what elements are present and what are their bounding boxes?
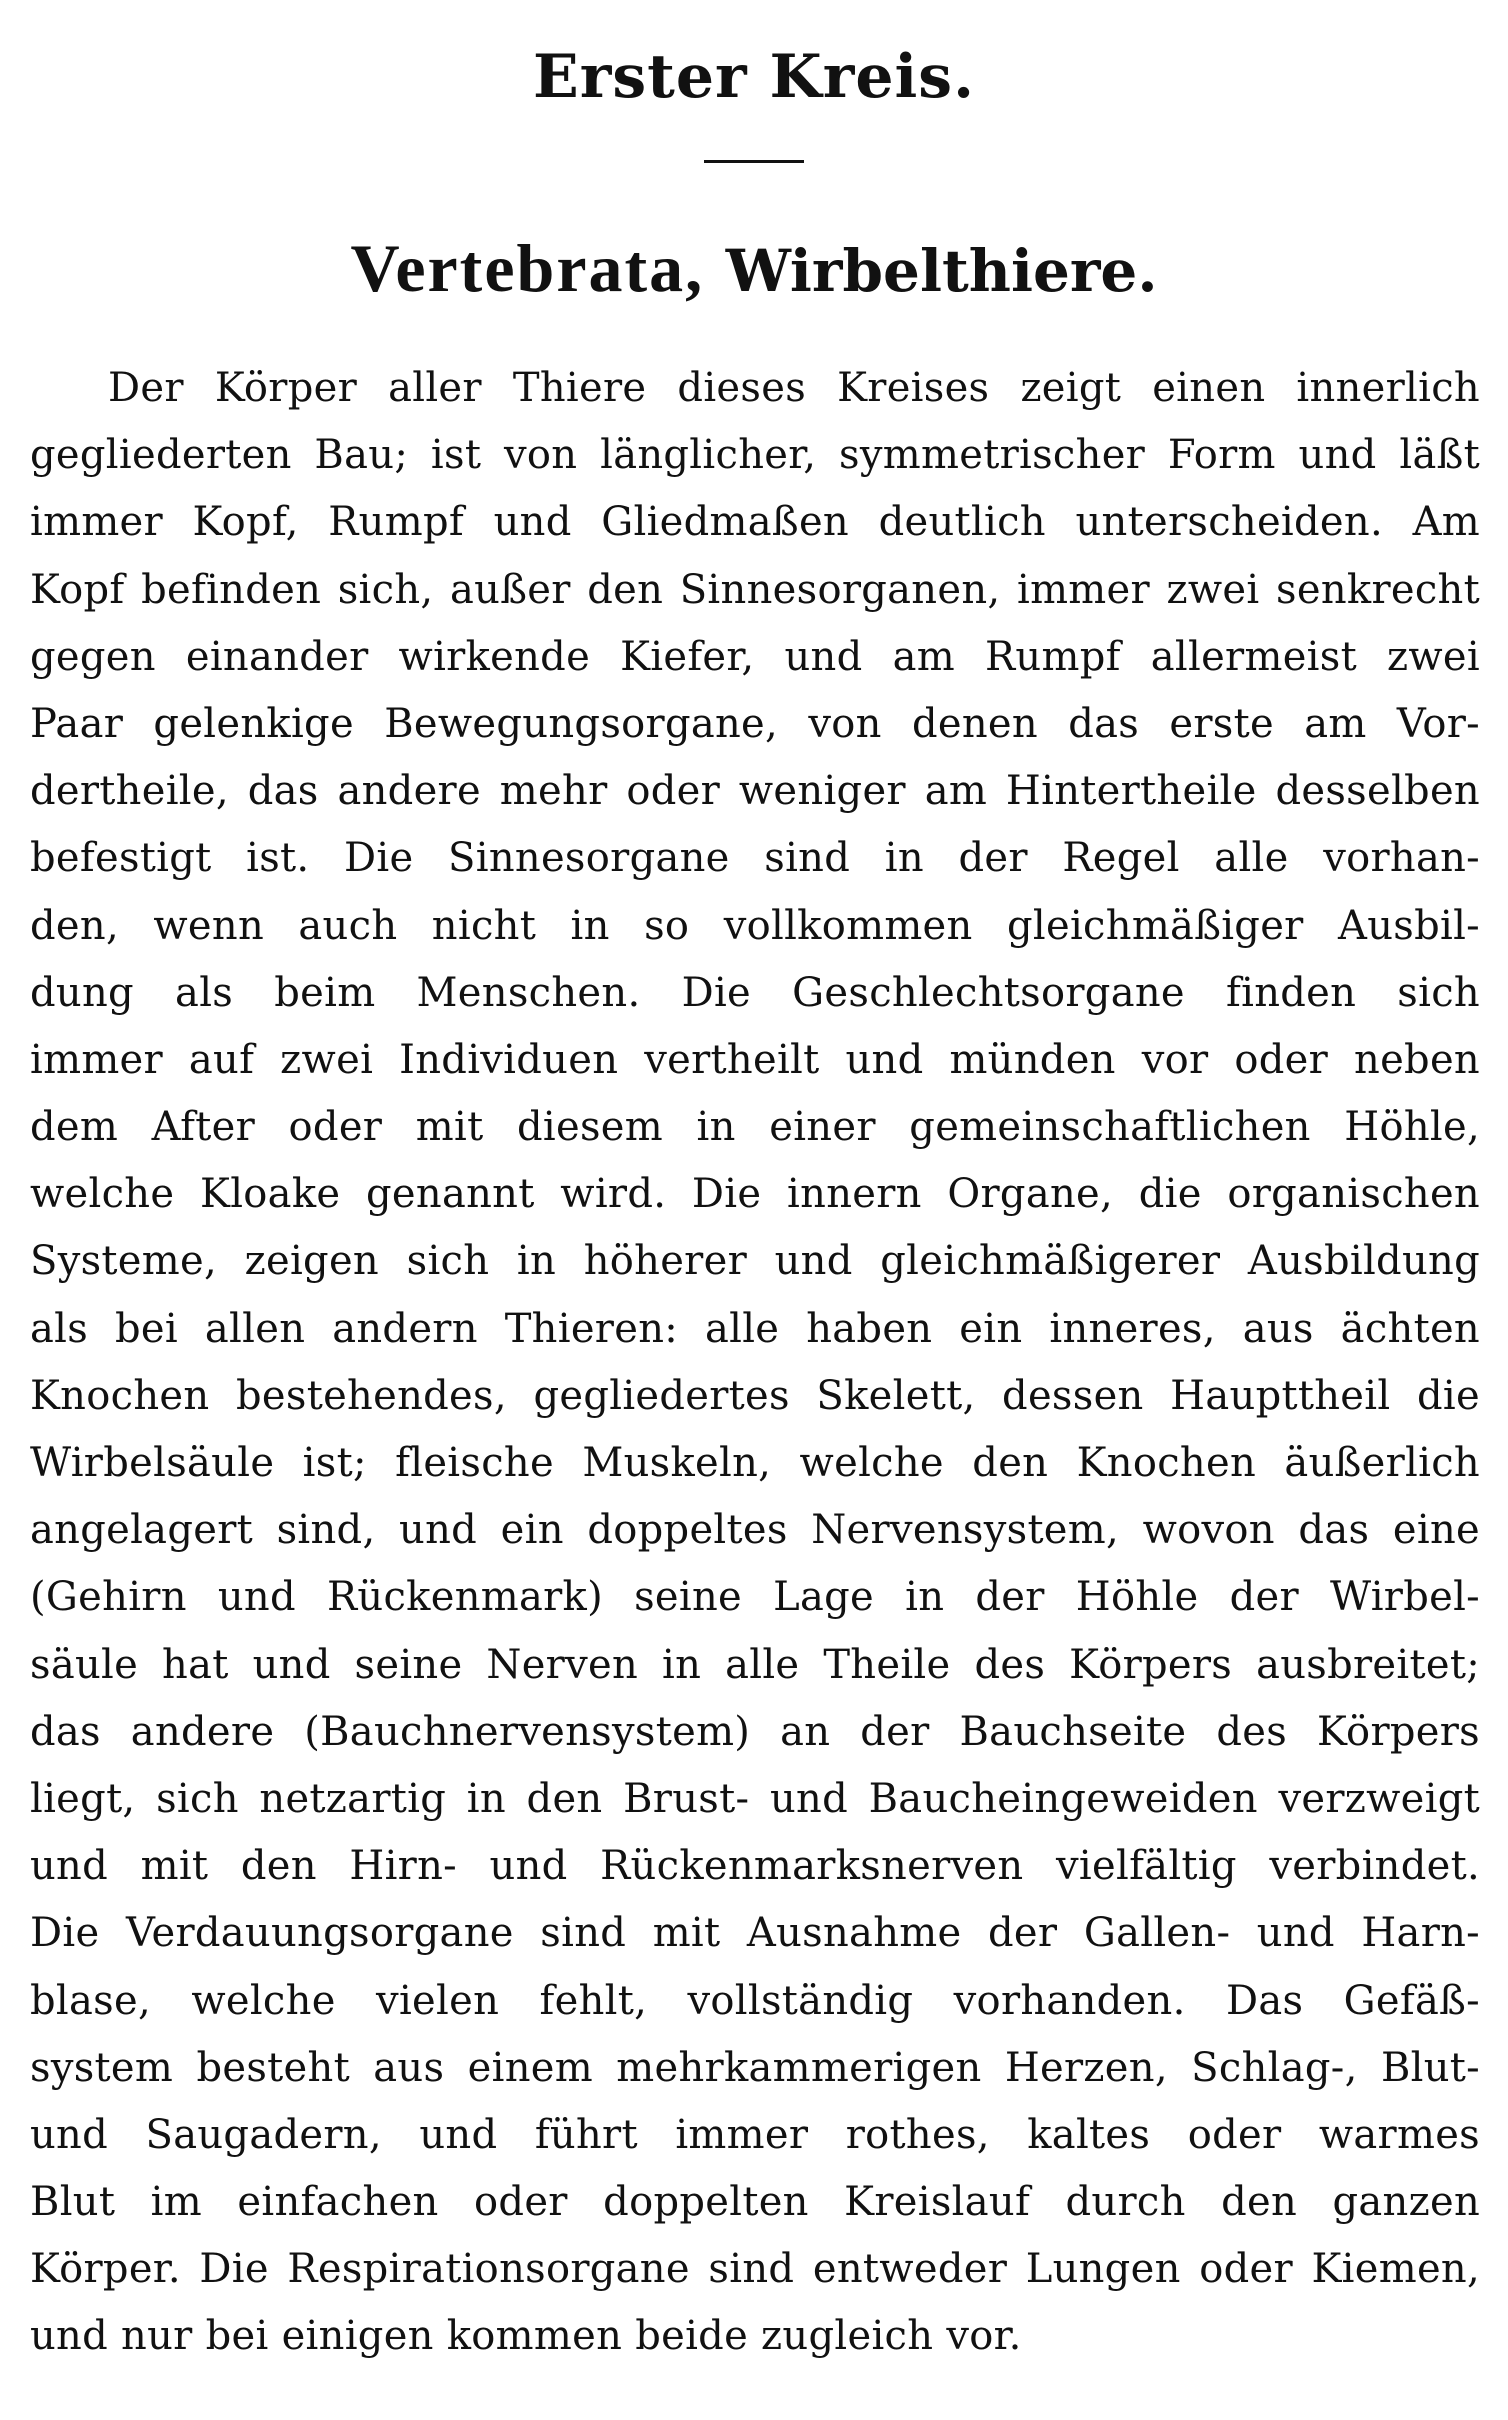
text-line: system besteht aus einem mehrkammerigen Herzen, Schlag-, Blut- bbox=[30, 2044, 1480, 2091]
text-line: den, wenn auch nicht in so vollkommen gleichmäßiger Ausbil- bbox=[30, 902, 1480, 949]
section-heading-latin: Vertebrata, bbox=[350, 230, 705, 306]
text-line: gegliederten Bau; ist von länglicher, symmetrischer Form und läßt bbox=[30, 432, 1480, 479]
text-line: blase, welche vielen fehlt, vollständig vorhanden. Das Gefäß- bbox=[30, 1977, 1480, 2024]
text-line: (Gehirn und Rückenmark) seine Lage in der Höhle der Wirbel- bbox=[30, 1574, 1480, 1621]
text-line: immer Kopf, Rumpf und Gliedmaßen deutlich unterscheiden. Am bbox=[30, 499, 1480, 546]
text-line: dem After oder mit diesem in einer gemeinschaftlichen Höhle, bbox=[30, 1104, 1480, 1151]
text-line: säule hat und seine Nerven in alle Theile des Körpers ausbreitet; bbox=[30, 1641, 1480, 1688]
text-line: Die Verdauungsorgane sind mit Ausnahme der Gallen- und Harn- bbox=[30, 1910, 1480, 1957]
section-heading bbox=[0, 228, 1508, 311]
text-line: immer auf zwei Individuen vertheilt und münden vor oder neben bbox=[30, 1036, 1480, 1083]
section-heading-german: Wirbelthiere. bbox=[725, 237, 1158, 305]
text-line: Paar gelenkige Bewegungsorgane, von denen das erste am Vor- bbox=[30, 700, 1480, 747]
text-line: Körper. Die Respirationsorgane sind entweder Lungen oder Kiemen, bbox=[30, 2246, 1480, 2293]
text-line: und Saugadern, und führt immer rothes, kaltes oder warmes bbox=[30, 2111, 1480, 2158]
text-line: und mit den Hirn- und Rückenmarksnerven vielfältig verbindet. bbox=[30, 1843, 1480, 1890]
text-line: gegen einander wirkende Kiefer, und am Rumpf allermeist zwei bbox=[30, 633, 1480, 680]
body-paragraph bbox=[30, 355, 1480, 2371]
text-line: befestigt ist. Die Sinnesorgane sind in der Regel alle vorhan- bbox=[30, 835, 1480, 882]
text-line: Blut im einfachen oder doppelten Kreislauf durch den ganzen bbox=[30, 2179, 1480, 2226]
text-line: als bei allen andern Thieren: alle haben ein inneres, aus ächten bbox=[30, 1305, 1480, 1352]
text-line: Wirbelsäule ist; fleische Muskeln, welche den Knochen äußerlich bbox=[30, 1440, 1480, 1486]
text-line: liegt, sich netzartig in den Brust- und Baucheingeweiden verzweigt bbox=[30, 1775, 1480, 1822]
text-line: dertheile, das andere mehr oder weniger am Hintertheile desselben bbox=[30, 768, 1480, 815]
text-line: Kopf befinden sich, außer den Sinnesorganen, immer zwei senkrecht bbox=[30, 566, 1480, 613]
text-line: welche Kloake genannt wird. Die innern Organe, die organischen bbox=[30, 1171, 1480, 1218]
text-line: angelagert sind, und ein doppeltes Nervensystem, wovon das eine bbox=[30, 1507, 1480, 1554]
chapter-heading: Erster Kreis. bbox=[533, 42, 975, 112]
text-line: dung als beim Menschen. Die Geschlechtsorgane finden sich bbox=[30, 969, 1480, 1016]
text-line: Systeme, zeigen sich in höherer und gleichmäßigerer Ausbildung bbox=[30, 1238, 1480, 1285]
text-line: Der Körper aller Thiere dieses Kreises zeigt einen innerlich bbox=[108, 365, 1480, 411]
heading-divider-rule bbox=[704, 160, 804, 163]
text-line: und nur bei einigen kommen beide zugleich vor. bbox=[30, 2313, 1022, 2360]
text-line: Knochen bestehendes, gegliedertes Skelett, dessen Haupttheil die bbox=[30, 1372, 1480, 1419]
text-line: das andere (Bauchnervensystem) an der Bauchseite des Körpers bbox=[30, 1708, 1480, 1755]
